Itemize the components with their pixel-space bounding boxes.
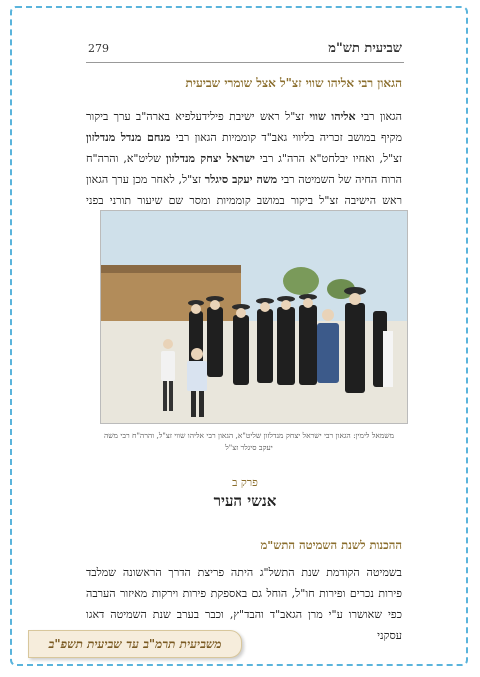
paragraph-run: זצ"ל, לאחר מכן ערך הגאון ראש הישיבה זצ"ל ביקור במושב קוממיות ומסר שם שיעור תורני בפני [86,173,402,207]
footer-banner-text: משביעית תרמ"ב עד שביעית תשפ"ב [48,636,222,651]
paragraph-run: הגאון רבי [355,110,402,123]
photo-illustration [101,211,407,423]
name-highlight: אליהו שווי [309,110,356,123]
name-highlight: מנחם מנדל מנדלזון [86,131,171,144]
chapter-title: אנשי העיר [213,492,277,510]
paragraph-run: זצ"ל ראש ישיבת פילידעלפיא בארה"ב ערך ביקור מקיף במושב זכריה בליווי גאב"ד קוממיות הגאון רבי [86,110,403,144]
name-highlight: ישראל יצחק מנדלזון [165,152,255,165]
name-highlight: משה יעקב סיגלר [204,173,278,186]
paragraph-run: זצ"ל, ואחיו יבלחט"א הרה"ג רבי [254,152,402,165]
subsection-paragraph: בשמיטה הקודמת שנת התשל"ג היתה פריצת הדרך הראשונה שמלבד פירות נכרים ופירות חו"ל, הוחל גם באספקת פירות וירקות מאיזור הערבה כפי שאושרו ע"י מרן הגאב"ד והבד"ץ, וכבר בערב שנת השמיטה דאגו עסקני [86,566,402,642]
photograph [100,210,408,424]
running-title: שביעית תש"מ [328,41,402,56]
paragraph-run: שליט"א, והרה"ח הרוח החיה של השמיטה רבי [86,152,403,186]
chapter-label: פרק ב [232,476,258,489]
photo-caption: משמאל לימין: הגאון רבי ישראל יצחק מנדלזון שליט"א, הגאון רבי אליהו שווי זצ"ל, והרה"ח רבי משה יעקב סיגלר זצ"ל [103,431,395,452]
section-title: הגאון רבי אליהו שווי זצ"ל אצל שומרי שביעית [185,76,402,90]
header-divider [86,62,404,63]
page-number: 279 [88,42,109,55]
footer-banner [28,630,242,658]
subsection-title: ההכנות לשנת השמיטה התש"מ [260,538,402,552]
